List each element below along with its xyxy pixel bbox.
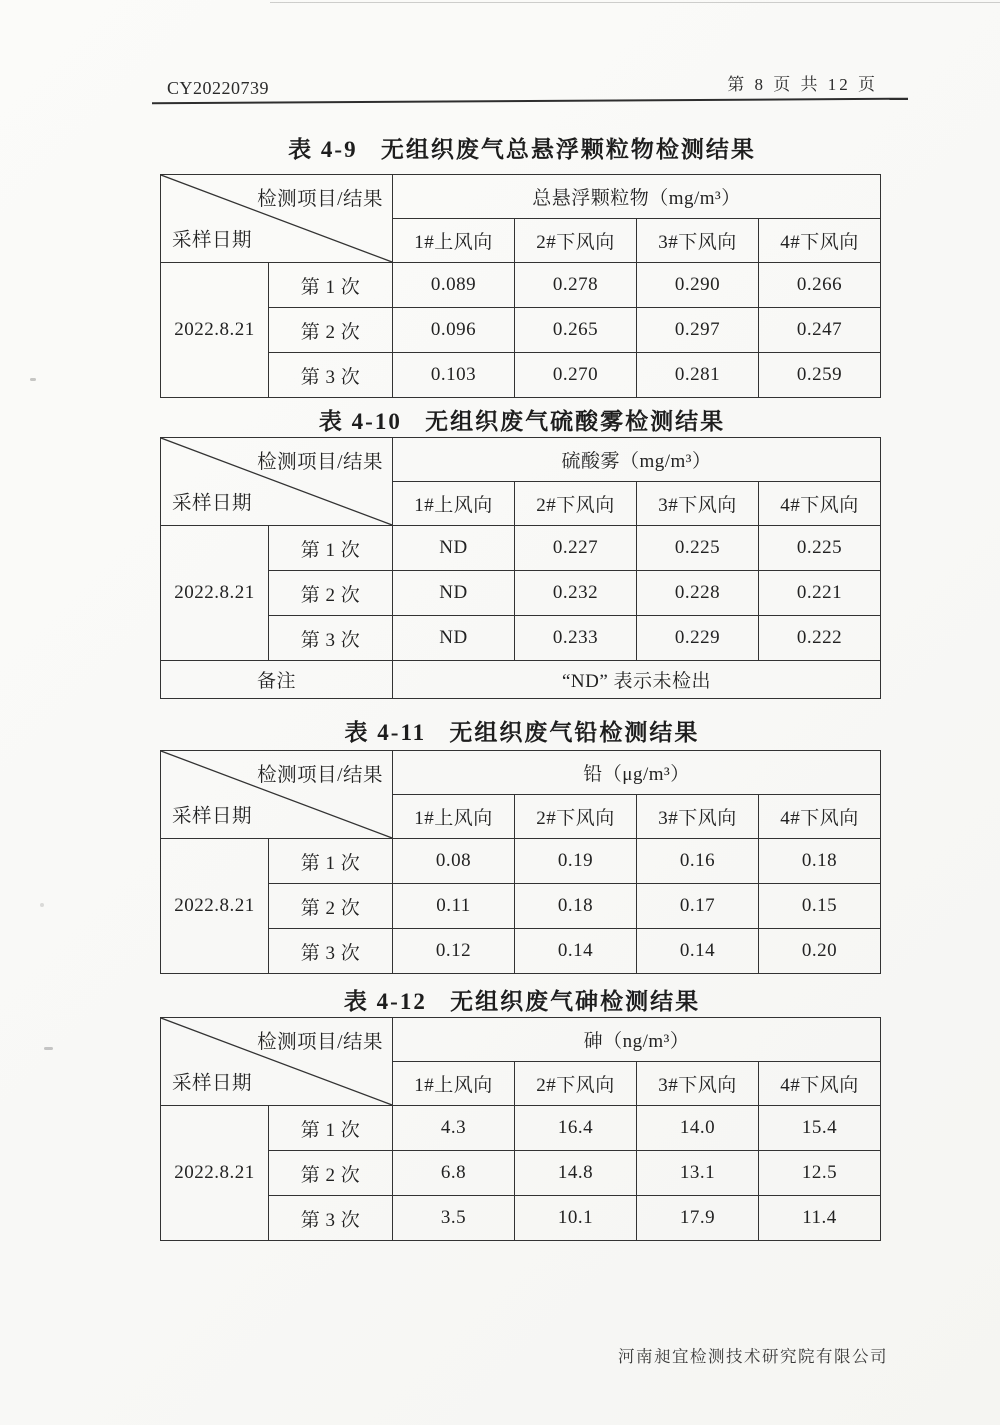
value-cell: 6.8 — [393, 1151, 515, 1196]
corner-label-top: 检测项目/结果 — [257, 189, 383, 210]
column-header: 4#下风向 — [759, 795, 881, 839]
column-header: 3#下风向 — [637, 482, 759, 526]
value-cell: 0.089 — [393, 263, 515, 308]
table-4-12-title: 表 4-12 无组织废气砷检测结果 — [343, 989, 701, 1014]
value-cell: 0.14 — [515, 929, 637, 974]
group-header-cell: 砷（ng/m³） — [393, 1018, 881, 1062]
table-4-9 — [160, 174, 881, 398]
trial-label-cell: 第 1 次 — [269, 526, 393, 571]
value-cell: 14.8 — [515, 1151, 637, 1196]
group-header-cell: 硫酸雾（mg/m³） — [393, 438, 881, 482]
trial-label-cell: 第 2 次 — [269, 308, 393, 353]
value-cell: 0.19 — [515, 839, 637, 884]
value-cell: 0.229 — [637, 616, 759, 661]
table-4-11-title: 表 4-11 无组织废气铅检测结果 — [344, 720, 700, 745]
corner-label-bottom: 采样日期 — [172, 1073, 253, 1094]
corner-cell — [161, 438, 393, 526]
column-header: 4#下风向 — [759, 219, 881, 263]
value-cell: 0.14 — [637, 929, 759, 974]
value-cell: 0.247 — [759, 308, 881, 353]
value-cell: 12.5 — [759, 1151, 881, 1196]
corner-cell — [161, 175, 393, 263]
group-header-cell: 总悬浮颗粒物（mg/m³） — [393, 175, 881, 219]
date-cell: 2022.8.21 — [161, 526, 269, 661]
value-cell: 16.4 — [515, 1106, 637, 1151]
table-4-12 — [160, 1017, 881, 1241]
value-cell: 0.225 — [759, 526, 881, 571]
corner-label-top: 检测项目/结果 — [257, 452, 383, 473]
group-header-cell: 铅（μg/m³） — [393, 751, 881, 795]
column-header: 1#上风向 — [393, 482, 515, 526]
company-name: 河南昶宜检测技术研究院有限公司 — [618, 1347, 888, 1366]
value-cell: 4.3 — [393, 1106, 515, 1151]
document-number: CY20220739 — [167, 78, 270, 98]
table-4-10 — [160, 437, 881, 699]
value-cell: 0.228 — [637, 571, 759, 616]
table-4-10-title: 表 4-10 无组织废气硫酸雾检测结果 — [318, 409, 726, 434]
value-cell: 0.281 — [637, 353, 759, 398]
date-cell: 2022.8.21 — [161, 263, 269, 398]
value-cell: 0.17 — [637, 884, 759, 929]
scan-streak — [270, 2, 1000, 3]
value-cell: 0.270 — [515, 353, 637, 398]
value-cell: 0.12 — [393, 929, 515, 974]
value-cell: 0.18 — [515, 884, 637, 929]
date-cell: 2022.8.21 — [161, 839, 269, 974]
value-cell: 0.265 — [515, 308, 637, 353]
value-cell: 0.08 — [393, 839, 515, 884]
value-cell: 3.5 — [393, 1196, 515, 1241]
trial-label-cell: 第 3 次 — [269, 353, 393, 398]
value-cell: 0.096 — [393, 308, 515, 353]
column-header: 2#下风向 — [515, 1062, 637, 1106]
trial-label-cell: 第 3 次 — [269, 616, 393, 661]
value-cell: 17.9 — [637, 1196, 759, 1241]
value-cell: 0.278 — [515, 263, 637, 308]
value-cell: 0.225 — [637, 526, 759, 571]
value-cell: 14.0 — [637, 1106, 759, 1151]
value-cell: 0.18 — [759, 839, 881, 884]
value-cell: 0.15 — [759, 884, 881, 929]
value-cell: 11.4 — [759, 1196, 881, 1241]
column-header: 3#下风向 — [637, 219, 759, 263]
trial-label-cell: 第 2 次 — [269, 884, 393, 929]
table-4-11 — [160, 750, 881, 974]
corner-label-bottom: 采样日期 — [172, 806, 253, 827]
trial-label-cell: 第 2 次 — [269, 1151, 393, 1196]
corner-label-top: 检测项目/结果 — [257, 765, 383, 786]
column-header: 1#上风向 — [393, 795, 515, 839]
corner-cell — [161, 751, 393, 839]
value-cell: 0.221 — [759, 571, 881, 616]
trial-label-cell: 第 2 次 — [269, 571, 393, 616]
column-header: 1#上风向 — [393, 219, 515, 263]
trial-label-cell: 第 1 次 — [269, 263, 393, 308]
value-cell: 0.232 — [515, 571, 637, 616]
trial-label-cell: 第 1 次 — [269, 1106, 393, 1151]
value-cell: 0.103 — [393, 353, 515, 398]
value-cell: ND — [393, 616, 515, 661]
corner-cell — [161, 1018, 393, 1106]
trial-label-cell: 第 1 次 — [269, 839, 393, 884]
value-cell: 0.11 — [393, 884, 515, 929]
value-cell: 10.1 — [515, 1196, 637, 1241]
value-cell: 0.222 — [759, 616, 881, 661]
value-cell: 0.290 — [637, 263, 759, 308]
note-text-cell: “ND” 表示未检出 — [393, 661, 881, 699]
column-header: 4#下风向 — [759, 1062, 881, 1106]
scan-speck — [40, 903, 44, 907]
value-cell: 15.4 — [759, 1106, 881, 1151]
value-cell: 0.20 — [759, 929, 881, 974]
value-cell: ND — [393, 526, 515, 571]
column-header: 3#下风向 — [637, 1062, 759, 1106]
note-label-cell: 备注 — [161, 661, 393, 699]
corner-label-bottom: 采样日期 — [172, 230, 253, 251]
date-cell: 2022.8.21 — [161, 1106, 269, 1241]
page-number-indicator: 第 8 页 共 12 页 — [727, 75, 878, 94]
column-header: 1#上风向 — [393, 1062, 515, 1106]
trial-label-cell: 第 3 次 — [269, 1196, 393, 1241]
column-header: 2#下风向 — [515, 219, 637, 263]
trial-label-cell: 第 3 次 — [269, 929, 393, 974]
table-4-9-title: 表 4-9 无组织废气总悬浮颗粒物检测结果 — [288, 137, 756, 162]
value-cell: 13.1 — [637, 1151, 759, 1196]
corner-label-top: 检测项目/结果 — [257, 1032, 383, 1053]
value-cell: 0.233 — [515, 616, 637, 661]
column-header: 2#下风向 — [515, 795, 637, 839]
scan-speck — [44, 1047, 53, 1050]
value-cell: ND — [393, 571, 515, 616]
value-cell: 0.259 — [759, 353, 881, 398]
scan-speck — [30, 378, 36, 381]
corner-label-bottom: 采样日期 — [172, 493, 253, 514]
value-cell: 0.227 — [515, 526, 637, 571]
value-cell: 0.16 — [637, 839, 759, 884]
value-cell: 0.266 — [759, 263, 881, 308]
column-header: 2#下风向 — [515, 482, 637, 526]
column-header: 3#下风向 — [637, 795, 759, 839]
value-cell: 0.297 — [637, 308, 759, 353]
column-header: 4#下风向 — [759, 482, 881, 526]
